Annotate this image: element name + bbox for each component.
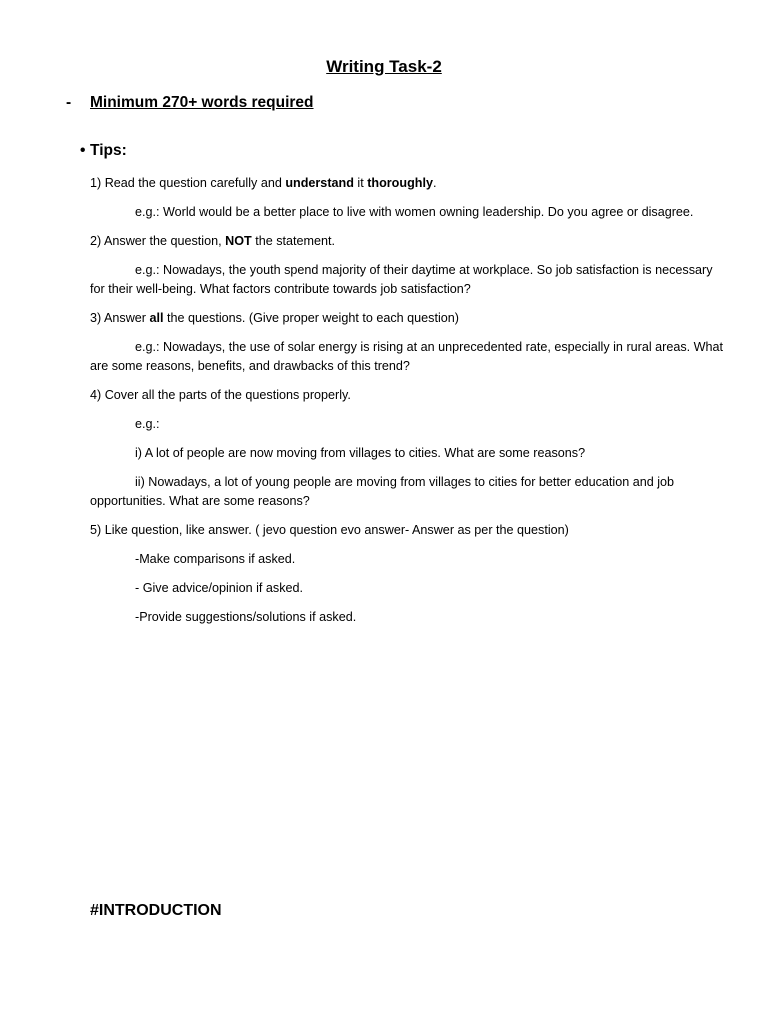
- tip-3: [90, 309, 730, 328]
- tip-5: 5) Like question, like answer. ( jevo question evo answer- Answer as per the question): [90, 523, 569, 537]
- tip-2-example: e.g.: Nowadays, the youth spend majority of their daytime at workplace. So job satisfaction is necessary for their well-being. What factors contribute towards job satisfaction?: [90, 263, 713, 296]
- tip-2-prefix: 2) Answer the question,: [90, 234, 226, 248]
- tip-1-middle: it: [353, 176, 368, 190]
- tip-1-bold-understand: understand: [285, 176, 354, 190]
- tip-4: 4) Cover all the parts of the questions properly.: [90, 388, 351, 402]
- tip-2-suffix: the statement.: [251, 234, 336, 248]
- tips-heading: [80, 142, 127, 160]
- word-requirement: [66, 94, 314, 112]
- tip-1-bold-thoroughly: thoroughly: [367, 176, 433, 190]
- tip-1-prefix: 1) Read the question carefully and: [90, 176, 286, 190]
- tip-1-example: e.g.: World would be a better place to live with women owning leadership. Do you agree or disagree.: [135, 205, 694, 219]
- tip-2: [90, 232, 730, 251]
- requirement-text: Minimum 270+ words required: [90, 94, 314, 111]
- tip-2-bold-not: NOT: [225, 234, 252, 248]
- requirement-dash: -: [66, 94, 72, 111]
- tip-4-eg-label: e.g.:: [135, 417, 160, 431]
- tip-4-example-2: ii) Nowadays, a lot of young people are moving from villages to cities for better education and job opportunities. What are some reasons?: [90, 475, 675, 508]
- tip-3-bold-all: all: [149, 311, 164, 325]
- tip-5-item-advice: - Give advice/opinion if asked.: [135, 581, 304, 595]
- tip-4-example-1: i) A lot of people are now moving from villages to cities. What are some reasons?: [135, 446, 586, 460]
- bullet-icon: •: [80, 142, 86, 159]
- tip-1-suffix: .: [432, 176, 437, 190]
- tip-3-suffix: the questions. (Give proper weight to each question): [163, 311, 459, 325]
- tip-5-item-suggestions: -Provide suggestions/solutions if asked.: [135, 610, 357, 624]
- tip-3-prefix: 3) Answer: [90, 311, 150, 325]
- tip-3-example: e.g.: Nowadays, the use of solar energy is rising at an unprecedented rate, especially in rural areas. What are some reasons, benefits, and drawbacks of this trend?: [90, 340, 724, 373]
- document-title: Writing Task-2: [326, 57, 442, 76]
- tip-5-item-comparisons: -Make comparisons if asked.: [135, 552, 296, 566]
- tips-heading-text: Tips:: [90, 142, 127, 159]
- introduction-heading: #INTRODUCTION: [90, 902, 222, 919]
- tip-1: [90, 174, 730, 193]
